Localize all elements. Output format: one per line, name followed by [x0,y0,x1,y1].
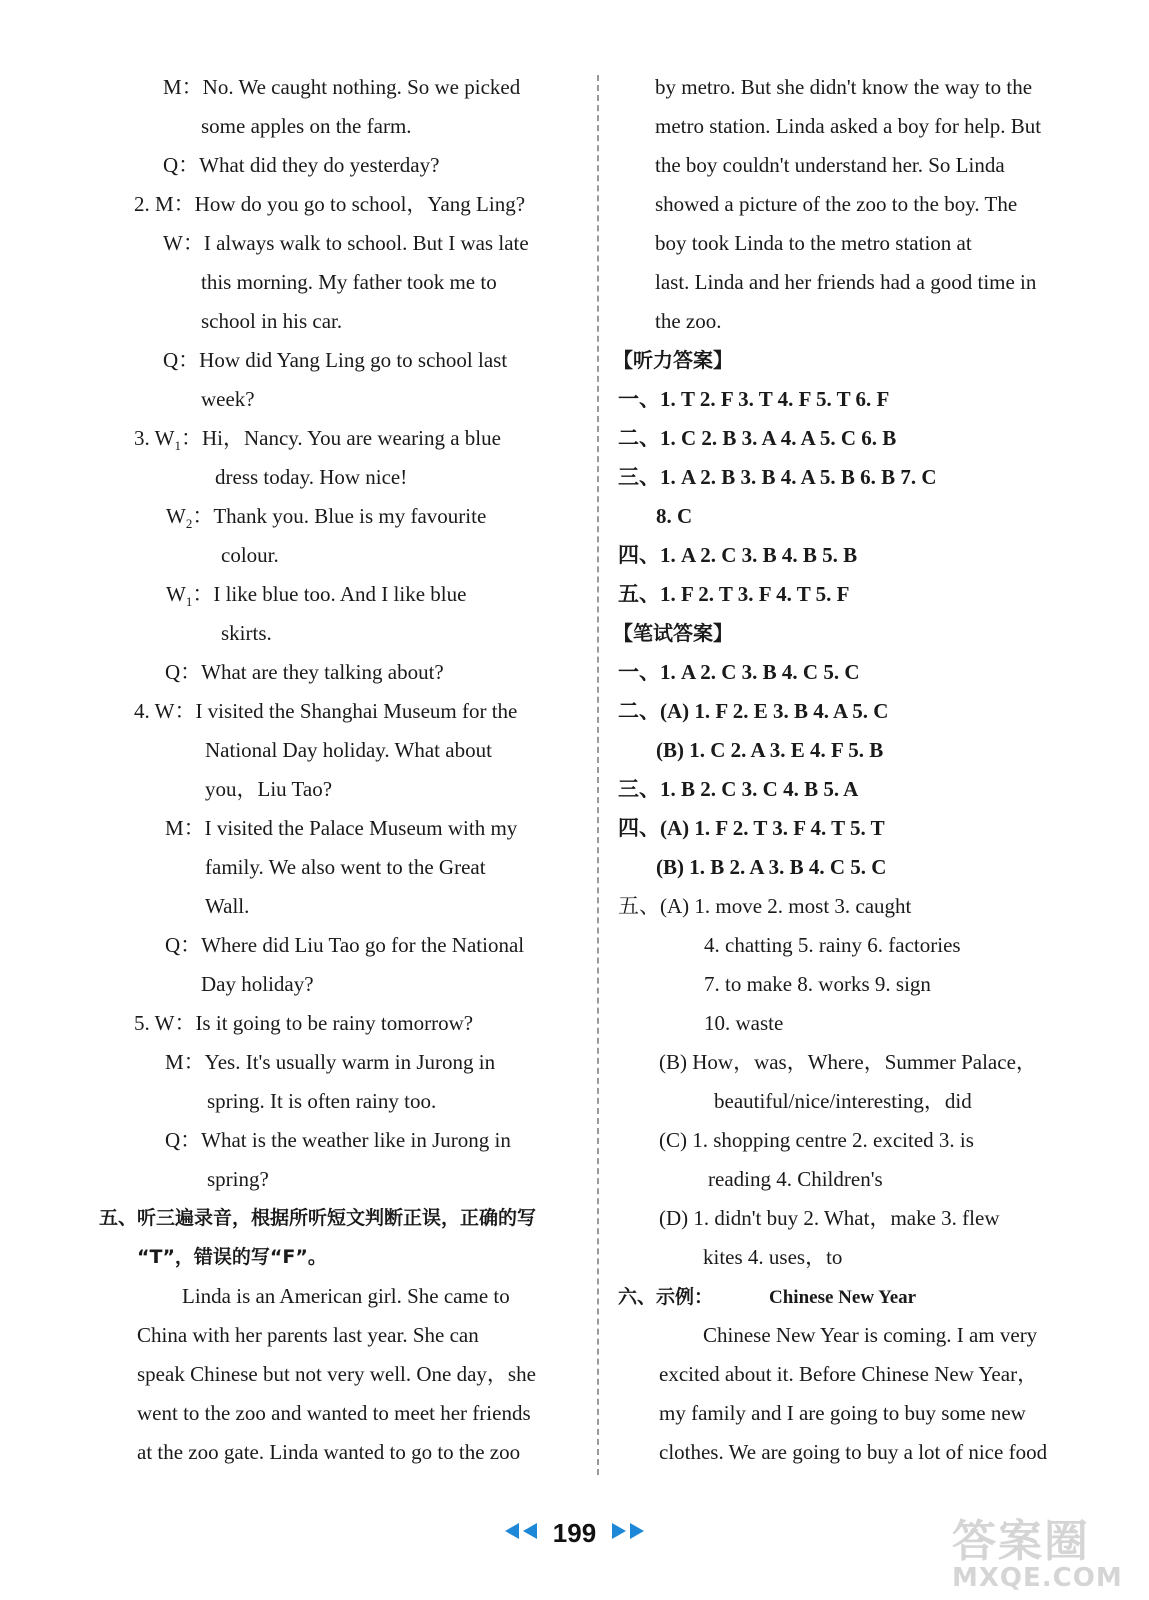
text-line: metro station. Linda asked a boy for help. But [655,114,1042,138]
answer-line: 7. to make 8. works 9. sign [704,972,931,996]
text-line: week? [201,387,255,411]
text-line: Q：What did they do yesterday? [163,153,440,177]
text-line: $W_2$：Thank you. Blue is my favourite [166,504,487,532]
text-line: Q：What are they talking about? [165,660,444,684]
answer-line: 五、(A) 1. move 2. most 3. caught [618,894,912,918]
answer-line: 二、(A) 1. F 2. E 3. B 4. A 5. C [618,699,889,723]
text-line: showed a picture of the zoo to the boy. The [655,192,1018,216]
text-line: Chinese New Year is coming. I am very [703,1323,1038,1347]
text-line: Q：Where did Liu Tao go for the National [165,933,525,957]
answer-heading-listening: 【听力答案】 [613,348,733,372]
text-line: went to the zoo and wanted to meet her friends [137,1401,531,1425]
answer-line: (B) How，was，Where，Summer Palace， [659,1050,1037,1074]
text-line: M：Yes. It's usually warm in Jurong in [165,1050,496,1074]
text-line: this morning. My father took me to [201,270,497,294]
text-line: Day holiday? [201,972,314,996]
answer-line: beautiful/nice/interesting，did [714,1089,972,1113]
watermark-title: 答案圈 [952,1516,1090,1567]
answer-line: (B) 1. B 2. A 3. B 4. C 5. C [656,855,887,879]
answer-heading-written: 【笔试答案】 [613,621,733,645]
text-line: Q：How did Yang Ling go to school last [163,348,508,372]
text-line: at the zoo gate. Linda wanted to go to the zoo [137,1440,521,1464]
answer-line: 二、1. C 2. B 3. A 4. A 5. C 6. B [618,426,897,450]
text-line: Wall. [205,894,250,918]
text-line: by metro. But she didn't know the way to the [655,75,1033,99]
text-line: 2. M：How do you go to school，Yang Ling? [134,192,526,216]
text-line: the zoo. [655,309,722,333]
text-line: spring? [207,1167,269,1191]
answer-line: 四、(A) 1. F 2. T 3. F 4. T 5. T [618,816,885,840]
text-line: the boy couldn't understand her. So Linda [655,153,1005,177]
text-line: last. Linda and her friends had a good time in [655,270,1037,294]
text-line: school in his car. [201,309,343,333]
text-line: 4. W：I visited the Shanghai Museum for the [134,699,518,723]
text-line: Q：What is the weather like in Jurong in [165,1128,511,1152]
answer-line: reading 4. Children's [708,1167,883,1191]
answer-line: 一、1. T 2. F 3. T 4. F 5. T 6. F [618,387,890,411]
text-line: speak Chinese but not very well. One day，she [137,1362,536,1386]
section-heading: 五、听三遍录音，根据所听短文判断正误，正确的写 [99,1207,537,1229]
answer-line: 三、1. A 2. B 3. B 4. A 5. B 6. B 7. C [618,465,937,489]
text-line: spring. It is often rainy too. [207,1089,437,1113]
text-line: W：I always walk to school. But I was late [163,231,529,255]
text-line: $W_1$：I like blue too. And I like blue [166,582,467,610]
watermark-site: MXQE.COM [952,1563,1123,1593]
answer-line: 三、1. B 2. C 3. C 4. B 5. A [618,777,859,801]
previous-arrows-icon [501,1521,541,1547]
answer-line: 8. C [656,504,693,528]
answer-line: 4. chatting 5. rainy 6. factories [704,933,961,957]
answer-line: (D) 1. didn't buy 2. What，make 3. flew [659,1206,1000,1230]
text-line: my family and I are going to buy some new [659,1401,1026,1425]
text-line: Linda is an American girl. She came to [182,1284,510,1308]
text-line: skirts. [221,621,272,645]
text-line: excited about it. Before Chinese New Year， [659,1362,1039,1386]
page-number: 199 [552,1518,597,1548]
text-line: family. We also went to the Great [205,855,486,879]
text-line: M：No. We caught nothing. So we picked [163,75,521,99]
answer-line: (C) 1. shopping centre 2. excited 3. is [659,1128,974,1152]
answer-line: 四、1. A 2. C 3. B 4. B 5. B [618,543,858,567]
sample-heading: 六、示例： Chinese New Year [618,1286,917,1308]
answer-line: (B) 1. C 2. A 3. E 4. F 5. B [656,738,884,762]
text-line: National Day holiday. What about [205,738,492,762]
answer-line: kites 4. uses，to [703,1245,843,1269]
section-heading: “T”，错误的写“F”。 [137,1246,327,1268]
column-divider [597,75,599,1475]
text-line: M：I visited the Palace Museum with my [165,816,518,840]
watermark-logo [952,1505,1142,1597]
text-line: dress today. How nice! [215,465,408,489]
next-arrows-icon [608,1521,648,1547]
text-line: 5. W：Is it going to be rainy tomorrow? [134,1011,474,1035]
answer-line: 五、1. F 2. T 3. F 4. T 5. F [618,582,850,606]
answer-line: 10. waste [704,1011,784,1035]
text-line: 3. $W_1$：Hi，Nancy. You are wearing a blue [134,426,501,454]
text-line: clothes. We are going to buy a lot of nice food [659,1440,1048,1464]
text-line: boy took Linda to the metro station at [655,231,972,255]
text-line: some apples on the farm. [201,114,412,138]
text-line: China with her parents last year. She can [137,1323,479,1347]
text-line: colour. [221,543,279,567]
text-line: you，Liu Tao? [205,777,333,801]
answer-line: 一、1. A 2. C 3. B 4. C 5. C [618,660,860,684]
